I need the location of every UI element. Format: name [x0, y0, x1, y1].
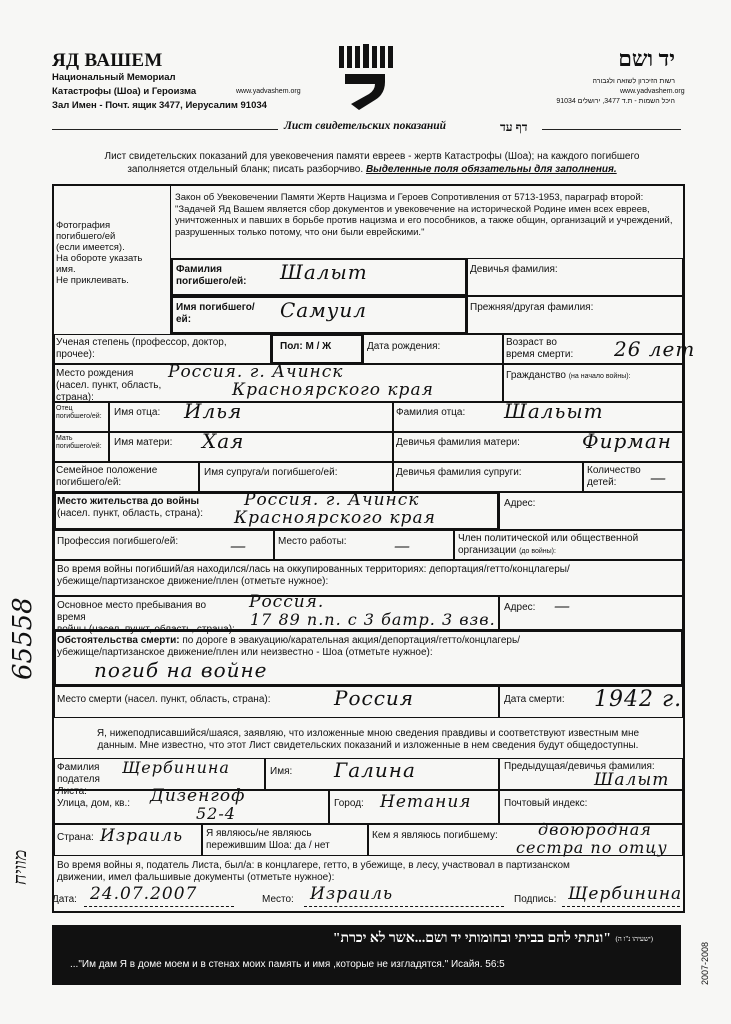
yad-vashem-logo	[335, 44, 397, 120]
signature-value[interactable]: Щербинина	[568, 884, 683, 904]
residence-value-1: Россия. г. Ачинск	[244, 490, 420, 510]
submitter-surname-value: Щербинина	[122, 758, 230, 777]
mother-name-value: Хая	[202, 429, 245, 453]
footer-hebrew-quote: "ונתתי להם בביתי ובחומותי יד ושם...אשר לא יכרת"	[332, 931, 611, 946]
street-value-2: 52-4	[196, 804, 236, 823]
main-place-address-value: —	[554, 596, 571, 615]
citizenship-label: Гражданство (на начало войны):	[506, 370, 631, 381]
first-name-label: Имя погибшего/ей:	[176, 302, 255, 325]
intro-line1: Лист свидетельских показаний для увековечения памяти евреев - жертв Катастрофы (Шоа); на каждого погибшего	[104, 151, 640, 162]
during-war-label: Во время войны я, податель Листа, был/а: в концлагере, гетто, в убежище, в лесу, участвовал в партизанском движении, имел фальшивые документы (отметьте нужное):	[57, 860, 570, 883]
header-he-line2: היכל השמות - ת.ד 3477, ירושלים 91034	[556, 98, 675, 105]
main-place-address-label: Адрес:	[504, 602, 536, 613]
age-label: Возраст во время смерти:	[506, 337, 574, 360]
street-value-1: Дизенгоф	[150, 786, 246, 806]
children-label: Количество детей:	[587, 465, 641, 488]
spouse-maiden-label: Девичья фамилия супруги:	[396, 467, 522, 478]
sidebar-hebrew: מוויח	[10, 849, 31, 885]
date-line	[84, 906, 234, 907]
photo-instructions: Фотография погибшего/ей (если имеется). На обороте указать имя. Не приклеивать.	[56, 220, 143, 286]
sex-label: Пол: М / Ж	[280, 341, 332, 352]
city-value: Нетания	[380, 792, 472, 812]
form-title-row	[52, 120, 681, 140]
date-value[interactable]: 24.07.2007	[90, 884, 198, 904]
relation-value-2: сестра по отцу	[516, 838, 668, 857]
birthplace-value-1: Россия. г. Ачинск	[168, 362, 344, 382]
surname-label: Фамилия погибшего/ей:	[176, 264, 247, 287]
submitter-name-value: Галина	[334, 758, 416, 782]
header-ru-title: ЯД ВАШЕМ	[52, 50, 163, 71]
signature-line	[562, 906, 680, 907]
maiden-label: Девичья фамилия:	[470, 264, 558, 275]
law-text: Закон об Увековечении Памяти Жертв Нацизма и Героев Сопротивления от 5713-1953, параграф второй: "Задачей Яд Вашем является сбор документов и увековечение на исторической Родине имен всех евреев, уничтоженных и павших в борьбе против нацизма и его пособников, а также общин, организаций и учреждений, разрушенных только потому, что они были еврейскими."	[175, 192, 673, 238]
prev-name-label: Прежняя/другая фамилия:	[470, 302, 594, 313]
death-place-label: Место смерти (насел. пункт, область, страна):	[57, 694, 271, 705]
first-name-value: Самуил	[280, 298, 368, 322]
father-name-value: Илья	[184, 399, 243, 423]
family-status-label: Семейное положение погибшего/ей:	[56, 465, 158, 488]
age-value: 26 лет	[614, 337, 696, 361]
footer-quote-band	[52, 925, 681, 985]
place-value[interactable]: Израиль	[310, 884, 394, 904]
header-ru-line1: Национальный Мемориал	[52, 72, 176, 83]
city-label: Город:	[334, 798, 364, 809]
street-label: Улица, дом, кв.:	[57, 798, 131, 809]
residence-value-2: Красноярского края	[234, 508, 436, 528]
form-title-he: דף עד	[500, 120, 528, 134]
death-circumstances-value: погиб на войне	[94, 658, 268, 682]
date-label: Дата:	[52, 894, 77, 905]
country-value: Израиль	[100, 826, 184, 846]
death-circumstances-label: Обстоятельства смерти: по дороге в эвакуацию/карательная акция/депортация/гетто/концлагерь/ убежище/партизанское движение/плен или неизвестно - Шоа (отметьте нужное):	[57, 635, 520, 658]
relation-value-1: двоюродная	[538, 820, 652, 839]
father-surname-label: Фамилия отца:	[396, 407, 466, 418]
member-label: Член политической или общественной организации (до войны):	[458, 533, 639, 556]
header-he-line1: רשות הזיכרון לשואה ולגבורה	[592, 78, 675, 85]
death-date-value: 1942 г.	[594, 687, 683, 712]
footer-russian-quote: ..."Им дам Я в доме моем и в стенах моих память и имя ,которые не изгладятся." Исайя. 56:5	[70, 959, 505, 970]
profession-label: Профессия погибшего/ей:	[57, 536, 179, 547]
workplace-value: —	[394, 536, 411, 555]
header-he-web: www.yadvashem.org	[620, 88, 685, 95]
mother-side-label: Мать погибшего/ей:	[56, 435, 102, 450]
spouse-name-label: Имя супруга/и погибшего/ей:	[204, 467, 338, 478]
birthplace-value-2: Красноярского края	[232, 380, 434, 400]
submitter-surname-label: Фамилия подателя Листа:	[57, 762, 100, 797]
zip-label: Почтовый индекс:	[504, 798, 588, 809]
intro-emphasis: Выделенные поля обязательны для заполнения.	[365, 164, 617, 175]
father-surname-value: Шальыт	[504, 399, 604, 423]
mother-maiden-value: Фирман	[582, 429, 672, 453]
header-ru-line2: Катастрофы (Шоа) и Героизма	[52, 86, 197, 97]
relation-label: Кем я являюсь погибшему:	[372, 830, 498, 841]
form-title: Лист свидетельских показаний	[284, 120, 447, 132]
country-label: Страна:	[57, 832, 94, 843]
residence-address-label: Адрес:	[504, 498, 536, 509]
profession-value: —	[230, 536, 247, 555]
death-place-value: Россия	[334, 686, 415, 710]
title-rule-right	[542, 129, 681, 130]
submitter-prev-label: Предыдущая/девичья фамилия:	[504, 761, 655, 772]
side-year: 2007-2008	[700, 941, 710, 985]
father-side-label: Отец погибшего/ей:	[56, 405, 102, 420]
signature-label: Подпись:	[514, 894, 557, 905]
surname-value: Шалыт	[280, 260, 368, 284]
residence-label: Место жительства до войны (насел. пункт, область, страна):	[57, 496, 203, 519]
workplace-label: Место работы:	[278, 536, 347, 547]
footer-hebrew-ref: (ישעיהו נ"ו ה)	[615, 935, 653, 943]
mother-name-label: Имя матери:	[114, 437, 173, 448]
place-line	[304, 906, 504, 907]
place-label: Место:	[262, 894, 294, 905]
submitter-name-label: Имя:	[270, 766, 293, 777]
header-ru-web: www.yadvashem.org	[236, 88, 301, 95]
death-date-label: Дата смерти:	[504, 694, 565, 705]
declaration: Я, нижеподписавшийся/шаяся, заявляю, что изложенные мною сведения правдивы и соответствуют известным мне данным. Мне известно, что этот Лист свидетельских показаний и изложенные в нем сведения будут общедоступны.	[96, 728, 640, 751]
mother-maiden-label: Девичья фамилия матери:	[396, 437, 520, 448]
main-place-value-2: 17 89 п.п. с 3 батр. 3 взв.	[250, 610, 496, 629]
children-value: —	[650, 468, 667, 487]
header-he-title: יד ושם	[618, 46, 675, 71]
submitter-prev-value: Шалыт	[594, 770, 670, 790]
degree-label: Ученая степень (профессор, доктор, прочее):	[56, 337, 227, 360]
sidebar-number: 65558	[8, 597, 38, 680]
survivor-label: Я являюсь/не являюсь пережившим Шоа: да / нет	[206, 828, 330, 851]
main-place-label: Основное место пребывания во время войны (насел. пункт, область, страна):	[57, 600, 235, 635]
birthplace-label: Место рождения (насел. пункт, область, страна):	[56, 368, 162, 403]
dob-label: Дата рождения:	[367, 341, 441, 352]
testimony-form	[52, 184, 696, 913]
father-name-label: Имя отца:	[114, 407, 161, 418]
intro-line2: заполняется отдельный бланк; писать разборчиво.	[127, 164, 364, 175]
header-ru-line3: Зал Имен - Почт. ящик 3477, Иерусалим 91034	[52, 100, 267, 111]
intro-text	[62, 150, 682, 176]
wartime-label: Во время войны погибший/ая находился/лась на оккупированных территориях: депортация/гетто/концлагеры/ убежище/партизанское движение/плен (отметьте нужное):	[57, 564, 570, 587]
title-rule-left	[52, 129, 278, 130]
main-place-value-1: Россия.	[249, 592, 325, 612]
